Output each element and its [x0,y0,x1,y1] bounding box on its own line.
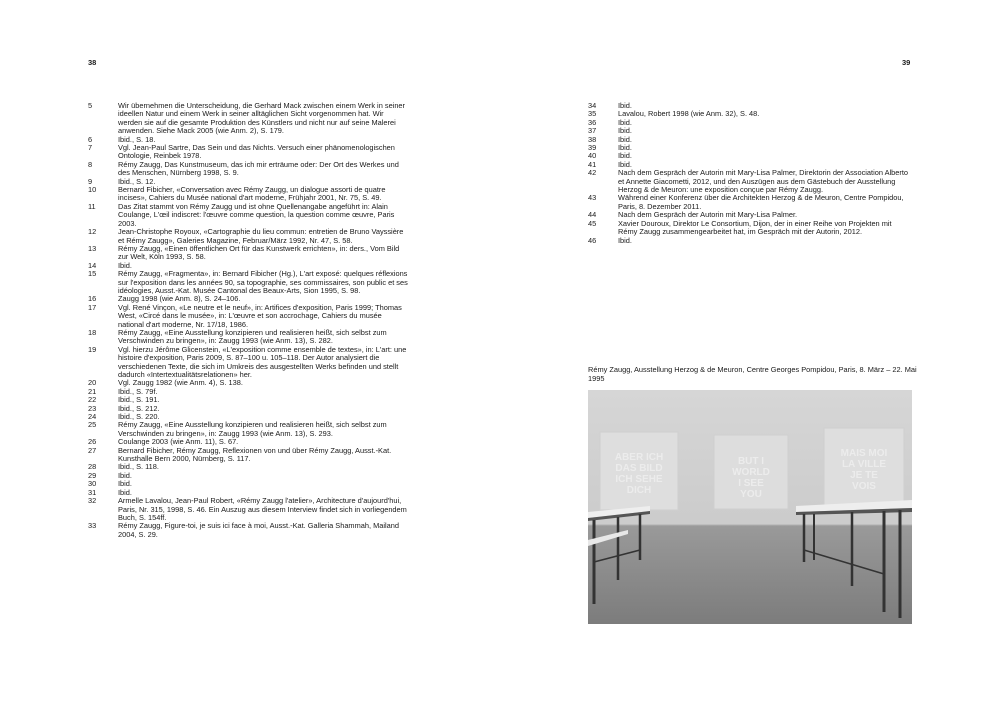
endnote-number: 28 [88,462,97,472]
endnote-text: Vgl. Jean-Paul Sartre, Das Sein und das Nichts. Versuch einer phänomenologischen Ontologie, Reinbek 1978. [118,143,395,161]
endnote-text: Bernard Fibicher, «Conversation avec Rémy Zaugg, un dialogue assorti de quatre incises», Cahiers du Musée national d'art moderne, Frühjahr 2001, Nr. 75, S. 49. [118,185,386,203]
endnote-text: Während einer Konferenz über die Architekten Herzog & de Meuron, Centre Pompidou, Paris, 8. Dezember 2011. [618,193,904,211]
endnote-text: Ibid., S. 12. [118,176,156,186]
page-number-left: 38 [88,58,97,67]
endnote-text: Ibid., S. 118. [118,462,159,472]
endnote [588,220,908,237]
endnote-text: Ibid. [118,470,132,480]
endnote [588,194,908,211]
endnote [588,110,908,118]
endnote [88,186,408,203]
endnote-number: 7 [88,143,93,153]
endnote-number: 44 [588,210,597,220]
endnote-text: Ibid. [618,151,632,161]
endnote-text: Ibid., S. 18. [118,134,156,144]
endnote-number: 26 [88,437,97,447]
endnote-text: Nach dem Gespräch der Autorin mit Mary-Lisa Palmer, Direktorin der Association Alberto et Annette Giacometti, 2012, und den Auszügen aus dem Gästebuch der Ausstellung Herzog & de Meuron: une exposition conçue par Rémy Zaugg. [618,168,908,195]
panel-left-text: ABER ICH DAS BILD ICH SEHE DICH [614,452,664,496]
endnote [88,270,408,295]
endnote [88,346,408,380]
panel-right-text: MAIS MOI LA VILLE JE TE VOIS [840,448,888,492]
endnote-text: Rémy Zaugg, «Einen öffentlichen Ort für das Kunstwerk errichten», in: ders., Vom Bild zur Welt, Köln 1993, S. 58. [118,243,400,262]
endnote-number: 31 [88,487,97,497]
endnote-text: Ibid. [618,134,632,144]
endnote-number: 43 [588,193,597,203]
endnote-number: 27 [88,445,97,455]
endnote-number: 30 [88,479,97,489]
endnote-number: 10 [88,185,97,195]
endnote-number: 19 [88,344,97,354]
endnote [588,119,908,127]
endnote-text: Ibid. [118,260,132,270]
endnote-number: 46 [588,235,597,245]
endnote-text: Rémy Zaugg, «Eine Ausstellung konzipieren und realisieren heißt, sich selbst zum Verschwinden zu bringen», in: Zaugg 1993 (wie Anm. 13), S. 282. [118,327,387,346]
endnote-number: 22 [88,395,97,405]
endnotes-right-column [588,102,908,245]
endnote-number: 42 [588,168,597,178]
endnote-number: 25 [88,420,97,430]
endnote-number: 32 [88,496,97,506]
endnote-number: 33 [88,521,97,531]
endnote-number: 21 [88,386,97,396]
endnote-text: Ibid., S. 191. [118,395,160,405]
endnote-number: 45 [588,218,597,228]
endnote-text: Ibid. [618,101,632,110]
endnote-text: Rémy Zaugg, Das Kunstmuseum, das ich mir erträume oder: Der Ort des Werkes und des Menschen, Nürnberg 1998, S. 9. [118,159,399,178]
endnote-text: Ibid. [618,117,632,127]
endnote [88,102,408,136]
endnote-text: Vgl. Zaugg 1982 (wie Anm. 4), S. 138. [118,378,243,388]
endnote-text: Rémy Zaugg, «Eine Ausstellung konzipieren und realisieren heißt, sich selbst zum Verschwinden zu bringen», in: Zaugg 1993 (wie Anm. 13), S. 293. [118,420,387,438]
endnote-number: 34 [588,101,597,110]
endnote-number: 9 [88,176,93,186]
endnote-number: 37 [588,126,597,136]
endnote-number: 6 [88,134,93,144]
endnote [88,522,408,539]
endnote-number: 29 [88,470,97,480]
endnote [588,237,908,245]
endnote [88,329,408,346]
endnote-text: Zaugg 1998 (wie Anm. 8), S. 24–106. [118,294,241,304]
endnote-text: Ibid. [618,126,632,136]
endnote-text: Jean-Christophe Royoux, «Cartographie du lieu commun: entretien de Bruno Vayssière et Rémy Zaugg», Galeries Magazine, Februar/März 1992, Nr. 47, S. 58. [118,227,404,245]
endnote-number: 15 [88,269,97,279]
endnote [88,480,408,488]
endnote-text: Nach dem Gespräch der Autorin mit Mary-Lisa Palmer. [618,210,798,220]
endnote-text: Lavalou, Robert 1998 (wie Anm. 32), S. 48. [618,109,760,119]
endnote [588,136,908,144]
endnote-text: Rémy Zaugg, Figure-toi, je suis ici face à moi, Ausst.-Kat. Galleria Shammah, Mailand 2004, S. 29. [118,521,399,539]
endnote-text: Ibid., S. 79f. [118,386,158,396]
endnote-text: Ibid. [118,487,132,497]
page-number-right: 39 [902,58,911,67]
endnote-text: Armelle Lavalou, Jean-Paul Robert, «Rémy Zaugg l'atelier», Architecture d'aujourd'hui, Paris, Nr. 315, 1998, S. 46. Ein Auszug aus diesem Interview findet sich in vorliegendem Buch, S. 154ff. [118,496,407,522]
endnote [88,463,408,471]
endnote-number: 38 [588,134,597,144]
endnote [588,144,908,152]
endnote [88,161,408,178]
endnote-number: 11 [88,201,96,211]
endnote-text: Ibid. [618,159,632,169]
endnote-text: Ibid. [118,479,132,489]
endnote [88,203,408,228]
endnote-number: 24 [88,412,97,422]
endnote-number: 35 [588,109,597,119]
endnote-number: 5 [88,101,93,110]
endnotes-left-column [88,102,408,539]
endnote-text: Vgl. hierzu Jérôme Glicenstein, «L'exposition comme ensemble de textes», in: L'art: une histoire d'exposition, Paris 2009, S. 87–100 u. 105–118. Der Autor analysiert die verschiedenen Texte, die sich im Umkreis des ausgestellten Werks befinden und stellt dadurch «Intertextualitätsrelationen» her. [118,344,407,379]
endnote-number: 18 [88,327,97,337]
endnote-text: Ibid., S. 220. [118,412,160,422]
endnote-number: 36 [588,117,597,127]
endnote-number: 41 [588,159,597,169]
endnote-number: 16 [88,294,97,304]
endnote [88,497,408,522]
endnote [588,152,908,160]
endnote-number: 23 [88,403,97,413]
endnote-text: Bernard Fibicher, Rémy Zaugg, Reflexionen von und über Rémy Zaugg, Ausst.-Kat. Kunsthalle Bern 2000, Nürnberg, S. 117. [118,445,392,464]
endnote [588,169,908,194]
endnote [88,228,408,245]
endnote-text: Coulange 2003 (wie Anm. 11), S. 67. [118,437,239,447]
endnote-number: 39 [588,143,597,153]
endnote-number: 40 [588,151,597,161]
endnote [88,447,408,464]
endnote-text: Ibid. [618,235,632,245]
endnote-number: 12 [88,227,97,237]
endnote-number: 14 [88,260,97,270]
endnote-text: Ibid., S. 212. [118,403,160,413]
endnote-text: Wir übernehmen die Unterscheidung, die Gerhard Mack zwischen einem Werk in seiner ideellen Natur und einem Werk in seiner alltäglichen Sicht vorgenommen hat. Wir werden sie auf die gesamte Produktion des Künstlers und nicht nur auf seine Malerei anwenden. Siehe Mack 2005 (wie Anm. 2), S. 179. [118,101,405,136]
endnote-text: Das Zitat stammt von Rémy Zaugg und ist ohne Quellenangabe angeführt in: Alain Coulange, L'œil indiscret: l'œuvre comme question, la question comme œuvre, Paris 2003. [118,201,395,228]
endnote-text: Xavier Douroux, Direktor Le Consortium, Dijon, der in einer Reihe von Projekten mit Rémy Zaugg zusammengearbeitet hat, im Gespräch mit der Autorin, 2012. [618,218,892,237]
endnote [588,127,908,135]
endnote [88,304,408,329]
endnote [88,421,408,438]
endnote [88,472,408,480]
endnote-number: 20 [88,378,97,388]
endnote [88,144,408,161]
exhibition-photo [588,390,912,624]
photo-caption: Rémy Zaugg, Ausstellung Herzog & de Meuron, Centre Georges Pompidou, Paris, 8. März – 22. Mai 1995 [588,365,917,383]
endnote-number: 8 [88,159,93,169]
endnote [88,245,408,262]
endnote-text: Ibid. [618,143,632,153]
endnote-text: Vgl. René Vinçon, «Le neutre et le neuf», in: Artifices d'exposition, Paris 1999; Thomas West, «Circé dans le musée», in: L'œuvre et son accrochage, Cahiers du musée national d'art moderne, Nr. 17/18, 1986. [118,302,402,329]
endnote-number: 13 [88,243,97,253]
endnote-text: Rémy Zaugg, «Fragmenta», in: Bernard Fibicher (Hg.), L'art exposé: quelques réflexions sur l'exposition dans les années 90, sa topographie, ses commissaires, son public et ses idéologies, Ausst.-Kat. Musée Cantonal des Beaux-Arts, Sion 1995, S. 98. [118,269,408,295]
endnote-number: 17 [88,302,97,312]
panel-center-text: BUT I WORLD I SEE YOU [732,456,770,500]
